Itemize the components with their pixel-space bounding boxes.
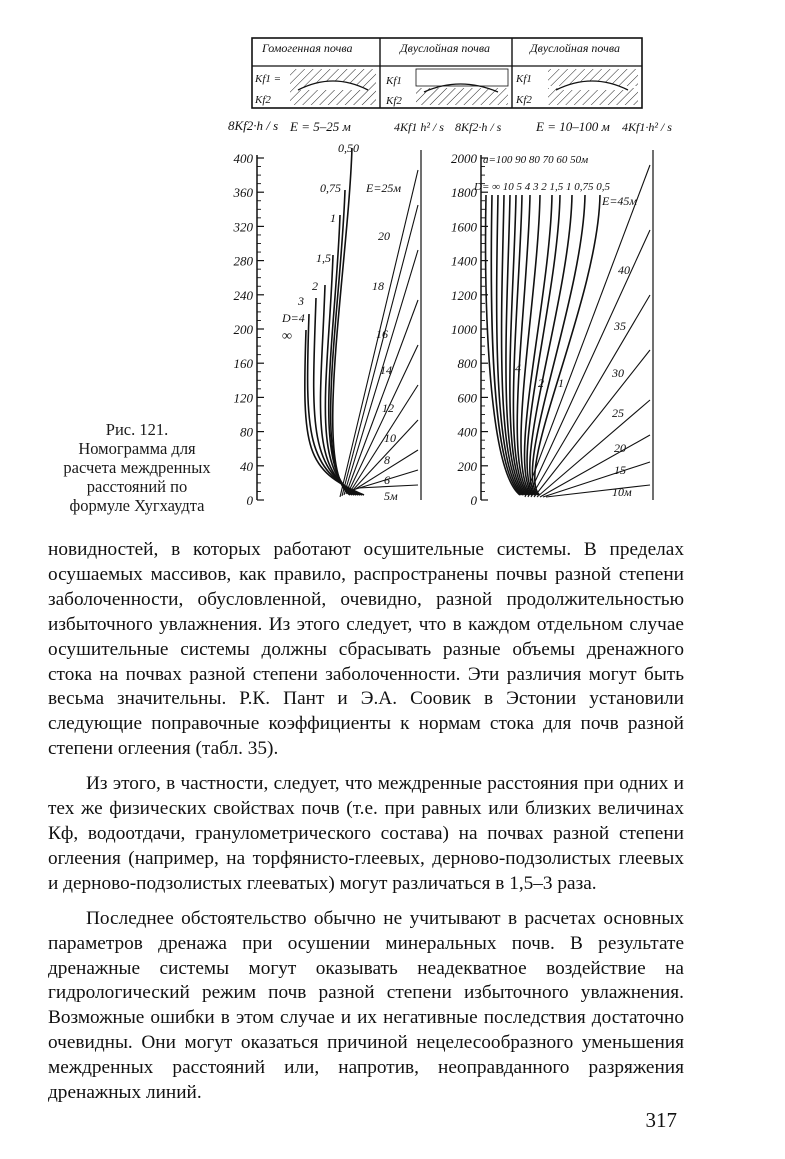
right-d-curve xyxy=(527,195,560,495)
right-e-label-45: E=45м xyxy=(602,194,638,208)
left-d-label-050: 0,50 xyxy=(338,141,359,155)
left-axis-tick-label: 120 xyxy=(233,390,253,406)
left-e-label-12: 12 xyxy=(382,401,394,415)
figure xyxy=(0,0,785,530)
left-axis-tick-label: 320 xyxy=(233,219,253,235)
right-nomogram xyxy=(451,119,672,508)
right-axis-tick-label: 600 xyxy=(457,390,477,406)
left-axis-tick-label: 280 xyxy=(233,253,253,269)
left-d-label-2: 2 xyxy=(312,279,318,293)
header-cell2-label2: Kf2 xyxy=(386,95,402,107)
right-axis-tick-label: 400 xyxy=(457,424,477,440)
left-axis-title: 8Kf2·h / s xyxy=(228,118,279,133)
left-d-label-3: 3 xyxy=(298,294,304,308)
left-axis-tick-label: 40 xyxy=(240,458,253,474)
paragraph-1: новидностей, в которых работают осушительные системы. В пределах осушаемых массивов, как правило, распространены почвы разной степени заболоченности, обусловленной, очевидно, разной продолжительностью избыточного увлажнения. Из этого следует, что в каждом отдельном случае осушительные системы должны сбрасывать разные объемы дренажного стока на почвах разной степени заболоченности. Эти различия могут быть весьма значительны. Р.К. Пант и Э.А. Соовик в Эстонии установили следующие поправочные коэффициенты к нормам стока для почв разной степени оглеения (табл. 35). xyxy=(48,539,684,760)
header-cell1-label2: Kf2 xyxy=(255,94,271,106)
right-axis-tick-label: 200 xyxy=(457,458,477,474)
left-e-label-6: 6 xyxy=(384,473,390,487)
soil-type-header xyxy=(252,38,642,108)
paragraph-3: Последнее обстоятельство обычно не учитывают в расчетах основных параметров дренажа при осушении минеральных почв. В результате дренажные системы могут оказывать неадекватное воздействие на гидрологический режим почв разной степени избыточного увлажнения. Возможные ошибки в этом случае и их негативные последствия достаточно очевидны. Они могут оказаться причиной нецелесообразного уменьшения междренных расстояний или, напротив, неоправданного разряжения дренажных линий. xyxy=(48,907,684,1104)
left-d-label-1: 1 xyxy=(330,211,336,225)
left-axis-tick-label: 400 xyxy=(233,151,253,166)
header-cell1-label1: Kf1 = xyxy=(255,73,282,85)
left-nomogram xyxy=(228,118,444,508)
left-d-label-15: 1,5 xyxy=(316,251,331,265)
paragraph-2: Из этого, в частности, следует, что междренные расстояния при одних и тех же физических свойствах почв (т.е. при равных или близких величинах Кф, водоотдачи, гранулометрического состава) на почвах разной степени оглеения (например, на торфянисто-глеевых, дерново-подзолистых глеевых и дерново-подзолистых глееватых) могут различаться в 1,5–3 раза. xyxy=(48,773,684,894)
right-axis-tick-label: 800 xyxy=(457,356,477,372)
right-e-line xyxy=(531,295,650,497)
left-axis-tick-label: 360 xyxy=(233,185,253,201)
left-right-title: 4Kf1 h² / s xyxy=(394,120,444,134)
right-e-line xyxy=(540,435,650,497)
left-axis-tick-label: 200 xyxy=(233,322,253,337)
right-e-label-25: 25 xyxy=(612,406,624,420)
right-axis-tick-label: 1800 xyxy=(451,185,477,201)
header-col3: Двуслойная почва xyxy=(530,41,620,55)
left-axis-tick-label: 160 xyxy=(233,356,253,372)
left-e-label-20: 20 xyxy=(378,229,390,243)
left-axis-tick-label: 240 xyxy=(233,287,253,303)
header-cell3-label1: Kf1 xyxy=(516,73,532,85)
header-cell3-label2: Kf2 xyxy=(516,94,532,106)
left-e-label-16: 16 xyxy=(376,327,388,341)
right-d-row: D= ∞ 10 5 4 3 2 1,5 1 0,75 0,5 xyxy=(474,181,610,193)
right-axis-tick-label: 1600 xyxy=(451,219,477,235)
left-axis-tick-label: 80 xyxy=(240,424,253,440)
right-inner-label-1: 1 xyxy=(558,376,564,390)
header-cell2-label1: Kf1 xyxy=(386,75,402,87)
header-col2: Двуслойная почва xyxy=(400,41,490,55)
right-axis-tick-label: 1400 xyxy=(451,253,477,269)
left-e-label-8: 8 xyxy=(384,453,390,467)
right-axis-tick-label: 1200 xyxy=(451,287,477,303)
left-e-label-18: 18 xyxy=(372,279,384,293)
right-inner-label-4: 4 xyxy=(515,361,521,375)
left-range-label: E = 5–25 м xyxy=(290,119,351,134)
body-text xyxy=(48,538,684,1106)
right-range-label: E = 10–100 м xyxy=(536,119,610,134)
right-axis-tick-label: 1000 xyxy=(451,322,477,337)
right-e-line xyxy=(537,400,650,497)
right-right-title: 4Kf1·h² / s xyxy=(622,120,672,134)
right-axis-tick-label: 0 xyxy=(470,493,477,508)
right-inner-label-2: 2 xyxy=(538,376,544,390)
header-col1: Гомогенная почва xyxy=(262,41,353,55)
right-axis-title: 8Kf2·h / s xyxy=(455,120,502,134)
left-e-line xyxy=(342,205,418,496)
right-e-label-30: 30 xyxy=(612,366,624,380)
left-e-label-14: 14 xyxy=(380,363,392,377)
right-e-line xyxy=(543,462,650,497)
left-e-label-10: 10 xyxy=(384,431,396,445)
left-axis-tick-label: 0 xyxy=(246,493,253,508)
left-d-label-075: 0,75 xyxy=(320,181,341,195)
right-e-label-15: 15 xyxy=(614,463,626,477)
left-e-label-25: E=25м xyxy=(366,181,402,195)
figure-caption: Рис. 121. Номограмма для расчета междренных расстояний по формуле Хугхаудта xyxy=(63,420,211,515)
right-d-curve xyxy=(535,195,600,495)
page-number: 317 xyxy=(645,1108,677,1132)
right-e-label-20: 20 xyxy=(614,441,626,455)
right-e-label-40: 40 xyxy=(618,263,630,277)
right-a-row: a=100 90 80 70 60 50м xyxy=(483,154,589,166)
left-e-label-5: 5м xyxy=(384,489,398,503)
left-d-label-d4: D=4 xyxy=(282,311,305,325)
left-d-label-inf: ∞ xyxy=(282,329,292,344)
right-e-label-35: 35 xyxy=(614,319,626,333)
right-e-label-10: 10м xyxy=(612,485,632,499)
right-axis-tick-label: 2000 xyxy=(451,151,477,166)
